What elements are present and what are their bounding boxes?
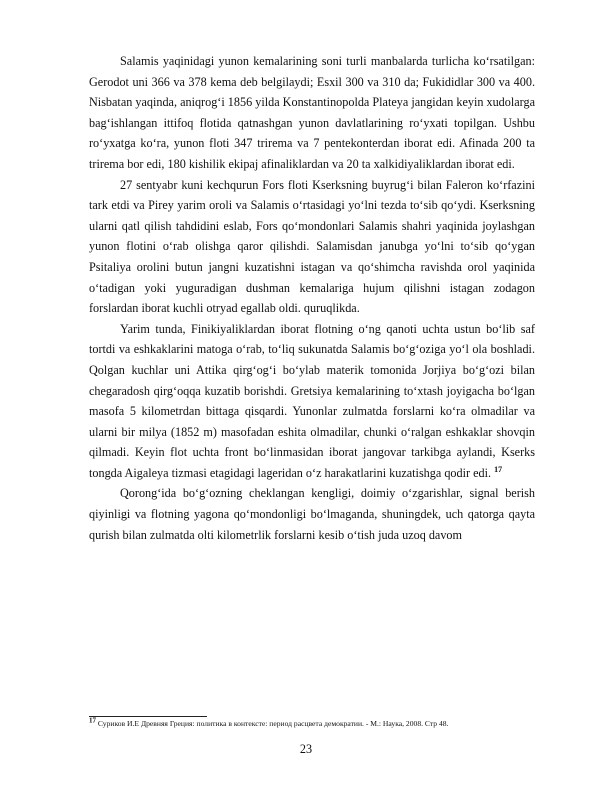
paragraph-text: Yarim tunda, Finikiyaliklardan iborat flotning o‘ng qanoti uchta ustun bo‘lib saf tortdi va eshkaklarini matoga o‘rab, to‘liq sukunatda Salamis bo‘g‘oziga yo‘l ola boshladi. Qolgan kuchlar uni Attika qirg‘og‘i bo‘ylab materik tomonida Jorjiya bo‘g‘ozi bilan chegaradosh qirg‘oqqa kuzatib borishdi. Gretsiya kemalarining to‘xtash joyigacha bo‘lgan masofa 5 kilometrdan bittaga qisqardi. Yunonlar zulmatda forslarni ko‘ra olmadilar va ularni bir milya (1852 m) masofadan eshita olmadilar, chunki o‘ralgan eshkaklar shovqin qilmadi. Keyin flot uchta front bo‘linmasidan iborat jangovar tarkibga aylandi, Kserks tongda Aigaleya tizmasi etagidagi lageridan o‘z harakatlarini kuzatishga qodir edi. [89, 321, 535, 480]
paragraph-darkness-strait: Qorong‘ida bo‘g‘ozning cheklangan kengligi, doimiy o‘zgarishlar, signal berish qiyinligi va flotning yagona qo‘mondonligi bo‘lmaganda, shuningdek, uch qatorga qayta qurish bilan zulmatda olti kilometrlik forslarni kesib o‘tish juda uzoq davom [89, 486, 535, 542]
paragraph-salamis-fleet: Salamis yaqinidagi yunon kemalarining soni turli manbalarda turlicha ko‘rsatilgan: Gerodot uni 366 va 378 kema deb belgilaydi; Esxil 300 va 310 da; Fukididlar 300 va 400. Nisbatan yaqinda, aniqrog‘i 1856 yilda Konstantinopolda Plateya jangidan keyin xudolarga bag‘ishlangan ittifoq flotida qatnashgan yunon davlatlarining ro‘yxati topilgan. Ushbu ro‘yxatga ko‘ra, yunon floti 347 trirema va 7 pentekonterdan iborat edi. Afinada 200 ta trirema bor edi, 180 kishilik ekipaj afinaliklardan va 20 ta xalkidiyaliklardan iborat edi. [89, 54, 535, 171]
paragraph-persian-fleet: 27 sentyabr kuni kechqurun Fors floti Kserksning buyrug‘i bilan Faleron ko‘rfazini tark etdi va Pirey yarim oroli va Salamis o‘rtasidagi yo‘lni tezda to‘sib qo‘ydi. Kserksning ularni qatl qilish tahdidini eslab, Fors qo‘mondonlari Salamis shahri yaqinida joylashgan yunon flotini o‘rab olishga qaror qilishdi. Salamisdan janubga yo‘lni to‘sib qo‘ygan Psitaliya orolini butun jangni kuzatishni istagan va qo‘shimcha ravishda orol yaqinida o‘tadigan yoki yuguradigan dushman kemalariga hujum qilishni istagan zodagon forslardan iborat kuchli otryad egallab oldi. quruqlikda. [89, 177, 535, 316]
page-number: 23 [299, 742, 313, 756]
footnote-divider [89, 716, 207, 717]
footnote-number: 17 [89, 716, 96, 725]
body-text [89, 51, 535, 545]
paragraph-midnight-advance [89, 319, 535, 484]
footnote-text: Суриков И.Е Древняя Греция: политика в контексте: период расцвета демократии. - М.: Наука, 2008. Стр 48. [97, 719, 449, 728]
footnote [89, 716, 535, 729]
footnote-reference[interactable]: 17 [494, 464, 503, 474]
